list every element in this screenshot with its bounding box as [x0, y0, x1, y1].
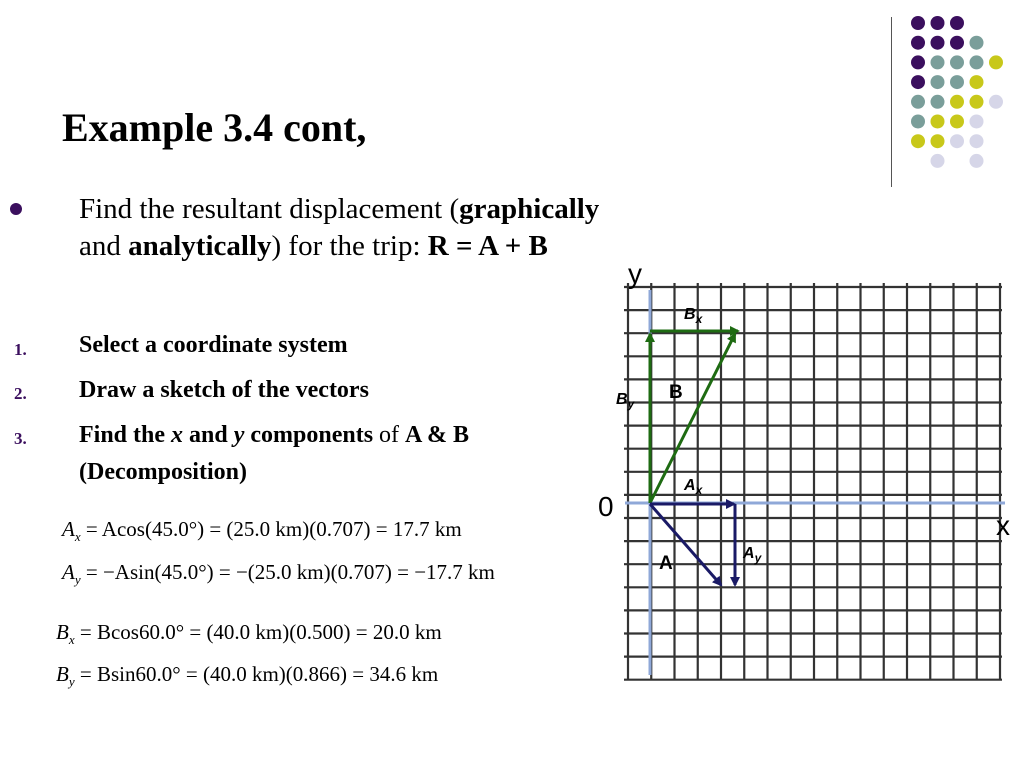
label-a: A	[659, 553, 673, 574]
equation-rhs: = Bcos60.0° = (40.0 km)(0.500) = 20.0 km	[74, 620, 442, 644]
vector-diagram	[590, 255, 1020, 695]
grid-lines	[624, 283, 1002, 680]
bullet-bold-graphically: graphically	[459, 193, 600, 225]
equation-rhs: = Acos(45.0°) = (25.0 km)(0.707) = 17.7 km	[80, 517, 462, 541]
slide-title: Example 3.4 cont,	[62, 105, 367, 150]
bullet-marker	[10, 203, 22, 215]
equation-bx	[56, 620, 442, 648]
decorative-dot	[911, 134, 925, 148]
label-ay: $A_y$	[743, 545, 762, 565]
equation-symbol: B	[56, 662, 69, 686]
step-y-italic: y	[233, 422, 245, 448]
decorative-dot	[970, 154, 984, 168]
decorative-dot	[931, 154, 945, 168]
equation-symbol: B	[56, 620, 69, 644]
equation-symbol: A	[62, 560, 75, 584]
decorative-dot	[950, 36, 964, 50]
decorative-dot	[970, 55, 984, 69]
step-2-text: Draw a sketch of the vectors	[79, 377, 369, 403]
equation-ay	[62, 560, 495, 588]
y-axis-label: y	[628, 258, 642, 289]
decorative-dot	[970, 95, 984, 109]
step-text-part: and	[183, 422, 234, 448]
bullet-equation: R = A + B	[427, 230, 548, 262]
bullet-text-part: ) for the trip:	[271, 230, 428, 262]
x-axis-label: x	[996, 510, 1010, 541]
step-1-text: Select a coordinate system	[79, 332, 348, 358]
equation-by	[56, 662, 438, 690]
decorative-dot	[950, 134, 964, 148]
decorative-dot	[911, 115, 925, 129]
decorative-dot	[950, 95, 964, 109]
equation-subscript: x	[68, 632, 75, 648]
decorative-dot	[911, 36, 925, 50]
decorative-dot	[950, 55, 964, 69]
decorative-dot	[950, 75, 964, 89]
decorative-dot-pattern	[900, 10, 1010, 170]
label-ax: $A_x$	[684, 477, 703, 497]
decorative-dot	[931, 16, 945, 30]
bullet-text	[79, 191, 619, 265]
step-number: 2.	[14, 384, 27, 403]
decorative-dot	[970, 115, 984, 129]
decorative-dot	[931, 134, 945, 148]
decorative-dot	[911, 55, 925, 69]
decorative-dot	[970, 75, 984, 89]
equation-subscript: y	[74, 572, 81, 588]
step-text-part: components	[244, 422, 374, 448]
decorative-dot	[970, 134, 984, 148]
decorative-dot	[931, 75, 945, 89]
decorative-dot	[950, 115, 964, 129]
step-x-italic: x	[171, 422, 184, 448]
decorative-dot	[911, 95, 925, 109]
decorative-dot	[950, 16, 964, 30]
step-3-text	[79, 422, 469, 449]
label-bx: $B_x$	[684, 306, 703, 326]
decorative-dot	[931, 115, 945, 129]
equation-subscript: y	[68, 674, 75, 690]
equation-ax	[62, 517, 462, 545]
step-3-decomposition: (Decomposition)	[79, 459, 247, 485]
bullet-bold-analytically: analytically	[128, 230, 272, 262]
decorative-dot	[970, 36, 984, 50]
decorative-dot	[931, 55, 945, 69]
origin-label: 0	[598, 491, 614, 522]
step-text-part: of	[373, 422, 406, 448]
decorative-dot	[989, 55, 1003, 69]
step-text-part: A & B	[405, 422, 470, 448]
equation-rhs: = Bsin60.0° = (40.0 km)(0.866) = 34.6 km	[74, 662, 439, 686]
label-by: $B_y$	[616, 391, 635, 411]
decorative-dot	[931, 36, 945, 50]
equation-subscript: x	[74, 529, 81, 545]
bullet-text-part: Find the resultant displacement (	[79, 193, 460, 225]
equation-rhs: = −Asin(45.0°) = −(25.0 km)(0.707) = −17.7 km	[80, 560, 495, 584]
decorative-dot	[911, 16, 925, 30]
step-number: 1.	[14, 340, 27, 359]
decorative-dot	[989, 95, 1003, 109]
bullet-text-part: and	[79, 230, 129, 262]
decorative-divider	[891, 17, 892, 187]
step-text-part: Find the	[79, 422, 172, 448]
label-b: B	[669, 382, 683, 403]
decorative-dot	[931, 95, 945, 109]
decorative-dot	[911, 75, 925, 89]
equation-symbol: A	[62, 517, 75, 541]
step-number: 3.	[14, 429, 27, 448]
